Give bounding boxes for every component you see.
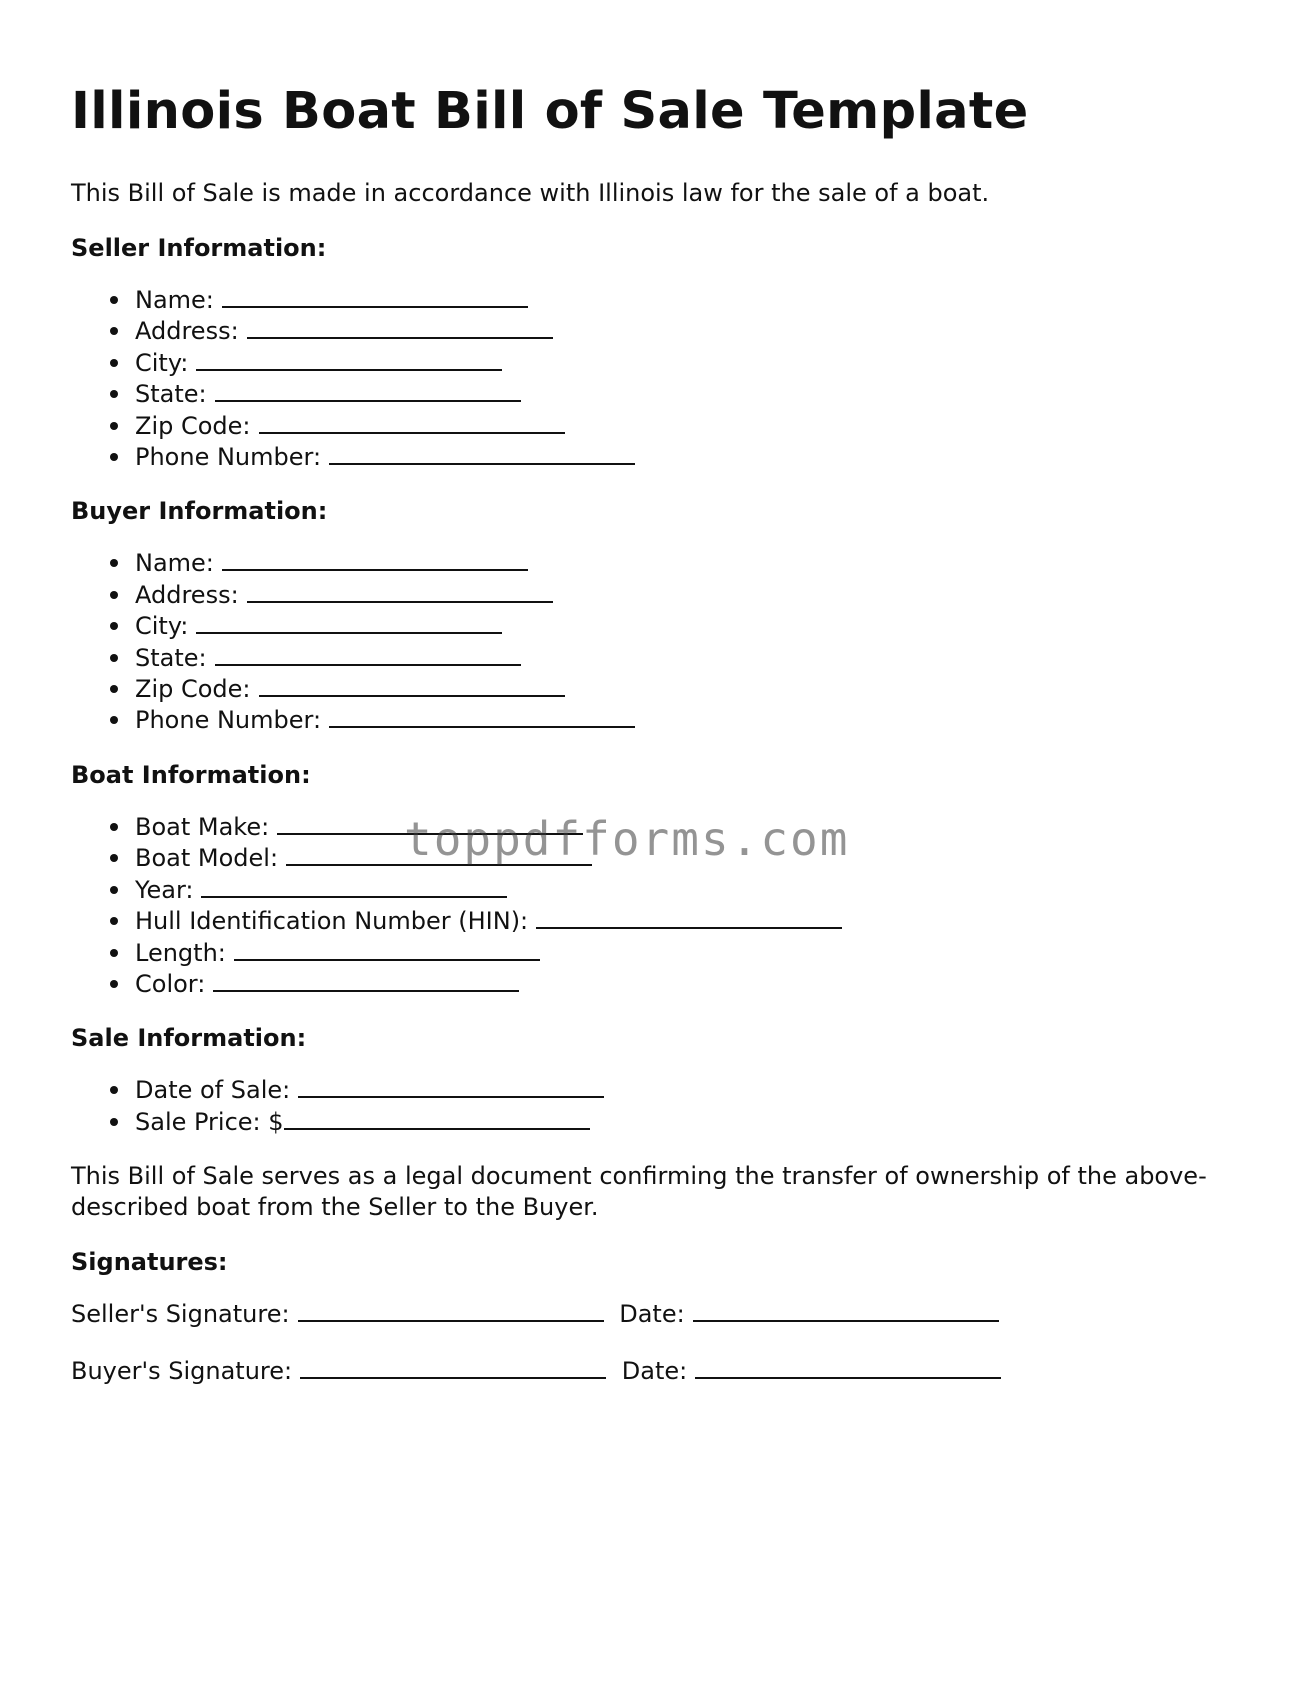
field-label: City: <box>135 348 189 377</box>
field-label: Zip Code: <box>135 411 251 440</box>
field-label: Date of Sale: <box>135 1076 291 1105</box>
seller-signature-label: Seller's Signature: <box>71 1300 290 1329</box>
buyer-city-blank[interactable] <box>196 610 502 634</box>
seller-city-blank[interactable] <box>196 347 502 371</box>
buyer-address-field <box>135 579 1231 610</box>
field-label: Phone Number: <box>135 443 322 472</box>
field-label: Address: <box>135 317 239 346</box>
buyer-fields <box>71 547 1231 735</box>
boat-hin-field <box>135 905 1231 936</box>
field-label: State: <box>135 380 207 409</box>
field-label: Year: <box>135 875 194 904</box>
seller-address-field <box>135 315 1231 346</box>
boat-fields <box>71 811 1231 999</box>
seller-name-blank[interactable] <box>222 284 528 308</box>
watermark-text: toppdfforms.com <box>404 812 850 866</box>
seller-fields <box>71 284 1231 472</box>
sale-price-blank[interactable] <box>284 1106 590 1130</box>
sale-heading: Sale Information: <box>71 1024 307 1053</box>
field-label: Boat Model: <box>135 844 279 873</box>
boat-model-field <box>135 842 1231 873</box>
field-label: Color: <box>135 969 206 998</box>
field-label: City: <box>135 612 189 641</box>
buyer-address-blank[interactable] <box>247 579 553 603</box>
buyer-signature-line <box>71 1355 1231 1387</box>
buyer-name-field <box>135 547 1231 578</box>
seller-name-field <box>135 284 1231 315</box>
boat-make-field <box>135 811 1231 842</box>
seller-date-label: Date: <box>619 1300 685 1329</box>
sale-date-field <box>135 1074 1231 1105</box>
boat-heading: Boat Information: <box>71 760 311 789</box>
boat-year-blank[interactable] <box>201 874 507 898</box>
field-label: Sale Price: $ <box>135 1107 284 1136</box>
field-label: State: <box>135 643 207 672</box>
boat-color-field <box>135 968 1231 999</box>
seller-city-field <box>135 347 1231 378</box>
field-label: Address: <box>135 580 239 609</box>
field-label: Length: <box>135 938 226 967</box>
seller-date-blank[interactable] <box>693 1298 999 1322</box>
document-page <box>71 80 1231 1412</box>
field-label: Hull Identification Number (HIN): <box>135 907 529 936</box>
seller-phone-blank[interactable] <box>329 441 635 465</box>
sale-price-field <box>135 1106 1231 1137</box>
field-label: Boat Make: <box>135 812 270 841</box>
buyer-city-field <box>135 610 1231 641</box>
seller-zip-blank[interactable] <box>259 410 565 434</box>
field-label: Phone Number: <box>135 706 322 735</box>
buyer-phone-field <box>135 704 1231 735</box>
seller-signature-blank[interactable] <box>298 1298 604 1322</box>
transfer-statement: This Bill of Sale serves as a legal document confirming the transfer of ownership of the above-described boat from the Seller to the Buyer. <box>71 1162 1207 1222</box>
seller-heading: Seller Information: <box>71 234 327 262</box>
seller-phone-field <box>135 441 1231 472</box>
seller-state-field <box>135 378 1231 409</box>
sale-fields <box>71 1074 1231 1137</box>
buyer-date-blank[interactable] <box>695 1355 1001 1379</box>
boat-make-blank[interactable] <box>277 811 583 835</box>
field-label: Zip Code: <box>135 675 251 704</box>
intro-text: This Bill of Sale is made in accordance with Illinois law for the sale of a boat. <box>71 179 990 207</box>
buyer-phone-blank[interactable] <box>329 704 635 728</box>
buyer-zip-blank[interactable] <box>259 673 565 697</box>
buyer-name-blank[interactable] <box>222 547 528 571</box>
document-title: Illinois Boat Bill of Sale Template <box>71 82 1029 141</box>
signatures-heading: Signatures: <box>71 1248 228 1277</box>
boat-length-field <box>135 937 1231 968</box>
boat-model-blank[interactable] <box>286 842 592 866</box>
boat-hin-blank[interactable] <box>536 905 842 929</box>
buyer-heading: Buyer Information: <box>71 497 328 526</box>
seller-state-blank[interactable] <box>215 378 521 402</box>
buyer-date-label: Date: <box>621 1357 688 1386</box>
sale-date-blank[interactable] <box>298 1074 604 1098</box>
boat-year-field <box>135 874 1231 905</box>
buyer-zip-field <box>135 673 1231 704</box>
seller-zip-field <box>135 410 1231 441</box>
buyer-signature-blank[interactable] <box>300 1355 606 1379</box>
seller-signature-line <box>71 1298 1231 1330</box>
buyer-signature-label: Buyer's Signature: <box>71 1357 293 1386</box>
boat-color-blank[interactable] <box>213 968 519 992</box>
boat-length-blank[interactable] <box>234 937 540 961</box>
buyer-state-blank[interactable] <box>215 642 521 666</box>
field-label: Name: <box>135 549 214 578</box>
seller-address-blank[interactable] <box>247 315 553 339</box>
field-label: Name: <box>135 286 214 314</box>
buyer-state-field <box>135 642 1231 673</box>
